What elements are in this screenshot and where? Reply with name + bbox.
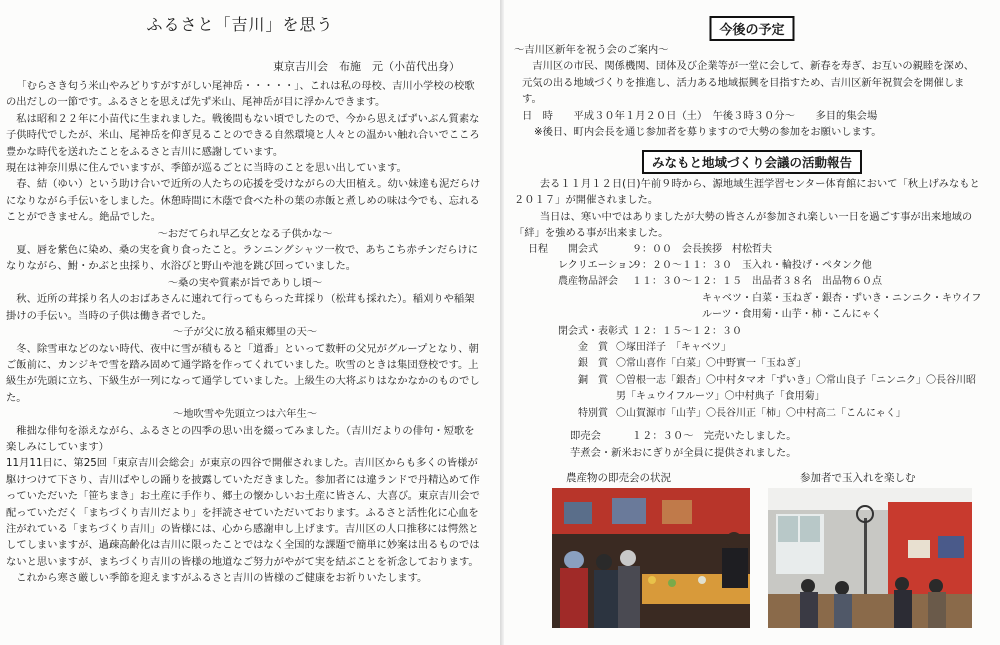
paragraph: 現在は神奈川県に住んでいますが、季節が巡るごとに当時のことを思い出しています。 [6, 162, 407, 175]
paragraph: 春、結（ゆい）という助け合いで近所の人たちの応援を受けながらの大田植え。幼い妹達も泥だらけになりながら手伝いをしました。休憩時間に木蔭で食べた朴の葉の赤飯と煮しめの味は今でも、忘れることができません。絶品でした。 [6, 178, 481, 224]
article-title: ふるさと「吉川」を思う [146, 15, 334, 34]
haiku: ～桑の実や質素が旨でありし頃～ [167, 276, 323, 289]
right-page [504, 0, 1000, 645]
event-note: ※後日、町内会長を通じ参加者を募りますので大勢の参加をお願いします。 [534, 126, 882, 139]
photo-caption-2: 参加者で玉入れを楽しむ [800, 472, 916, 484]
schedule-label [528, 291, 602, 324]
paragraph: 秋、近所の茸採り名人のおばあさんに連れて行ってもらった茸採り（松茸も採れた）。稲刈りや稲架掛けの手伝い。当時の子供は働き者でした。 [6, 293, 475, 322]
award-label: 特別賞 [578, 407, 608, 419]
haiku: ～地吹雪や先頭立つは六年生～ [172, 408, 318, 421]
schedule-label: 農産物品評会 [558, 276, 618, 288]
section-heading-schedule: 今後の予定 [709, 16, 794, 41]
paragraph: これから寒さ厳しい季節を迎えますがふるさと吉川の皆様のご健康をお祈りいたします。 [16, 572, 428, 585]
report-intro-2: 当日は、寒い中ではありましたが大勢の皆さんが参加され楽しい一日を過ごす事が出来地域の「絆」を強める事が出来ました。 [514, 210, 973, 240]
paragraph: 私は昭和２２年に小苗代に生まれました。戦後間もない頃でしたので、今から思えばずいぶん質素な子供時代でしたが、米山、尾神岳を仰ぎ見ることのできる自然環境と人々との温かい触れ合いでこころ豊かな時代を送れたことをふるさと吉川に感謝しています。 [6, 112, 480, 158]
award-winners: 〇塚田洋子 「キャベツ」 [616, 342, 731, 354]
award-winners: 〇常山喜作「白菜」〇中野實一「玉ねぎ」 [616, 358, 806, 370]
schedule-value: ９：００ 会長挨拶 村松哲夫 [632, 243, 772, 255]
award-winners: 〇山賀源市「山芋」〇長谷川正「柿」〇中村高二「こんにゃく」 [616, 407, 906, 419]
award-label: 銅 賞 [578, 374, 608, 386]
section-subtitle: ～吉川区新年を祝う会のご案内～ [514, 44, 669, 56]
report-intro: 去る１１月１２日(日)午前９時から、源地域生涯学習センター体育館において「秋上げみなもと２０１７」が開催されました。 [514, 178, 980, 207]
section-heading-report: みなもと地域づくり会議の活動報告 [642, 150, 862, 174]
paragraph: 冬、除雪車などのない時代、夜中に雪が積もると「道番」といって数軒の父兄がグループとなり、朝ご飯前に、カンジキで雪を踏み固めて通学路を作ってくれていました。吹雪のときは集団登校です。上級生が先頭に立ち、下級生が一列になって通学していました。上級生の大将ぶりはなかなかのものでした。 [6, 342, 480, 404]
haiku: ～子が父に放る稲束郷里の天～ [172, 326, 318, 339]
paragraph: 「むらさき匂う米山やみどりすがすがしい尾神岳・・・・・」、これは私の母校、吉川小学校の校歌の出だしの一節です。ふるさとを思えば先ず米山、尾神岳が目に浮かんできます。 [6, 80, 475, 109]
sale-time: 即売会 １２：３０～ 完売いたしました。 [570, 430, 797, 443]
photo-tamaire-game [768, 488, 972, 628]
event-schedule [528, 242, 984, 340]
schedule-value: １２：１５～１２：３０ [632, 325, 742, 337]
awards-list [554, 340, 984, 422]
award-winners: 〇曽根一志「銀杏」〇中村タマオ「ずいき」〇常山良子「ニンニク」〇長谷川昭男「キュウイフルーツ」〇中村典子「食用菊」 [616, 374, 976, 403]
photo-farmers-market [552, 488, 750, 628]
award-label: 金 賞 [578, 342, 608, 354]
schedule-value: １１：３０～１２：１５ 出品者３８名 出品物６０点 [632, 276, 882, 288]
paragraph: 11月11日に、第25回「東京吉川会総会」が東京の四谷で開催されました。吉川区からも多くの皆様が駆けつけて下さり、吉川ばやしの踊りを披露していただきました。参加者には違ランドで丹精込めて作っていただいた「笹ちまき」お土産に手作り、郷土の懐かしいお土産に皆さん、大喜び。東京吉川会で配っていただく「まちづくり吉川だより」を拝読させていただいております。ふるさと活性化に心血を注がれている「まちづくり吉川」の皆様には、心から感謝申し上げます。吉川区の人口推移には愕然としてしまいますが、過疎高齢化は吉川に限ったことではなく全国的な課題で簡単に妙案は出るものではないと思いますが、まちづくり吉川の皆様の地道なご努力がやがて実を結ぶことを祈念しております。 [6, 457, 480, 568]
schedule-label: 日程 開会式 [528, 243, 598, 255]
section-body: 吉川区の市民、関係機関、団体及び企業等が一堂に会して、新春を寿ぎ、お互いの親睦を深め、元気の出る地域づくりを推進し、活力ある地域振興を目指すため、吉川区新年祝賀会を開催します。 [522, 60, 975, 106]
schedule-label: レクリエーション [558, 260, 638, 272]
article-body [6, 78, 484, 587]
award-label: 銀 賞 [578, 358, 608, 370]
paragraph: 稚拙な俳句を添えながら、ふるさとの四季の思い出を綴ってみました。（吉川だよりの俳句・短歌を楽しみにしています） [6, 424, 475, 453]
schedule-value: ９：２０～１１：３０ 玉入れ・輪投げ・ペタンク他 [632, 260, 872, 272]
section-schedule [514, 42, 984, 140]
haiku: ～おだてられ早乙女となる子供かな～ [157, 227, 333, 240]
event-datetime: 日 時 平成３０年１月２０日（土） 午後３時３０分～ 多目的集会場 [522, 109, 878, 122]
photo-caption-1: 農産物の即売会の状況 [566, 472, 671, 484]
schedule-value: キャベツ・白菜・玉ねぎ・銀杏・ずいき・ニンニク・キウイフルーツ・食用菊・山芋・柿・こんにゃく [702, 292, 982, 321]
sale-note: 芋煮会・新米おにぎりが全員に提供されました。 [570, 446, 797, 459]
paragraph: 夏、唇を紫色に染め、桑の実を貪り食ったこと。ランニングシャツ一枚で、あちこち赤チンだらけになりながら、鮒・かぶと虫採り、水浴びと野山や池を跳び回っていました。 [6, 244, 479, 273]
byline: 東京吉川会 布施 元（小苗代出身） [273, 60, 460, 73]
schedule-label: 閉会式・表彰式 [558, 325, 628, 337]
section-report [514, 176, 984, 461]
